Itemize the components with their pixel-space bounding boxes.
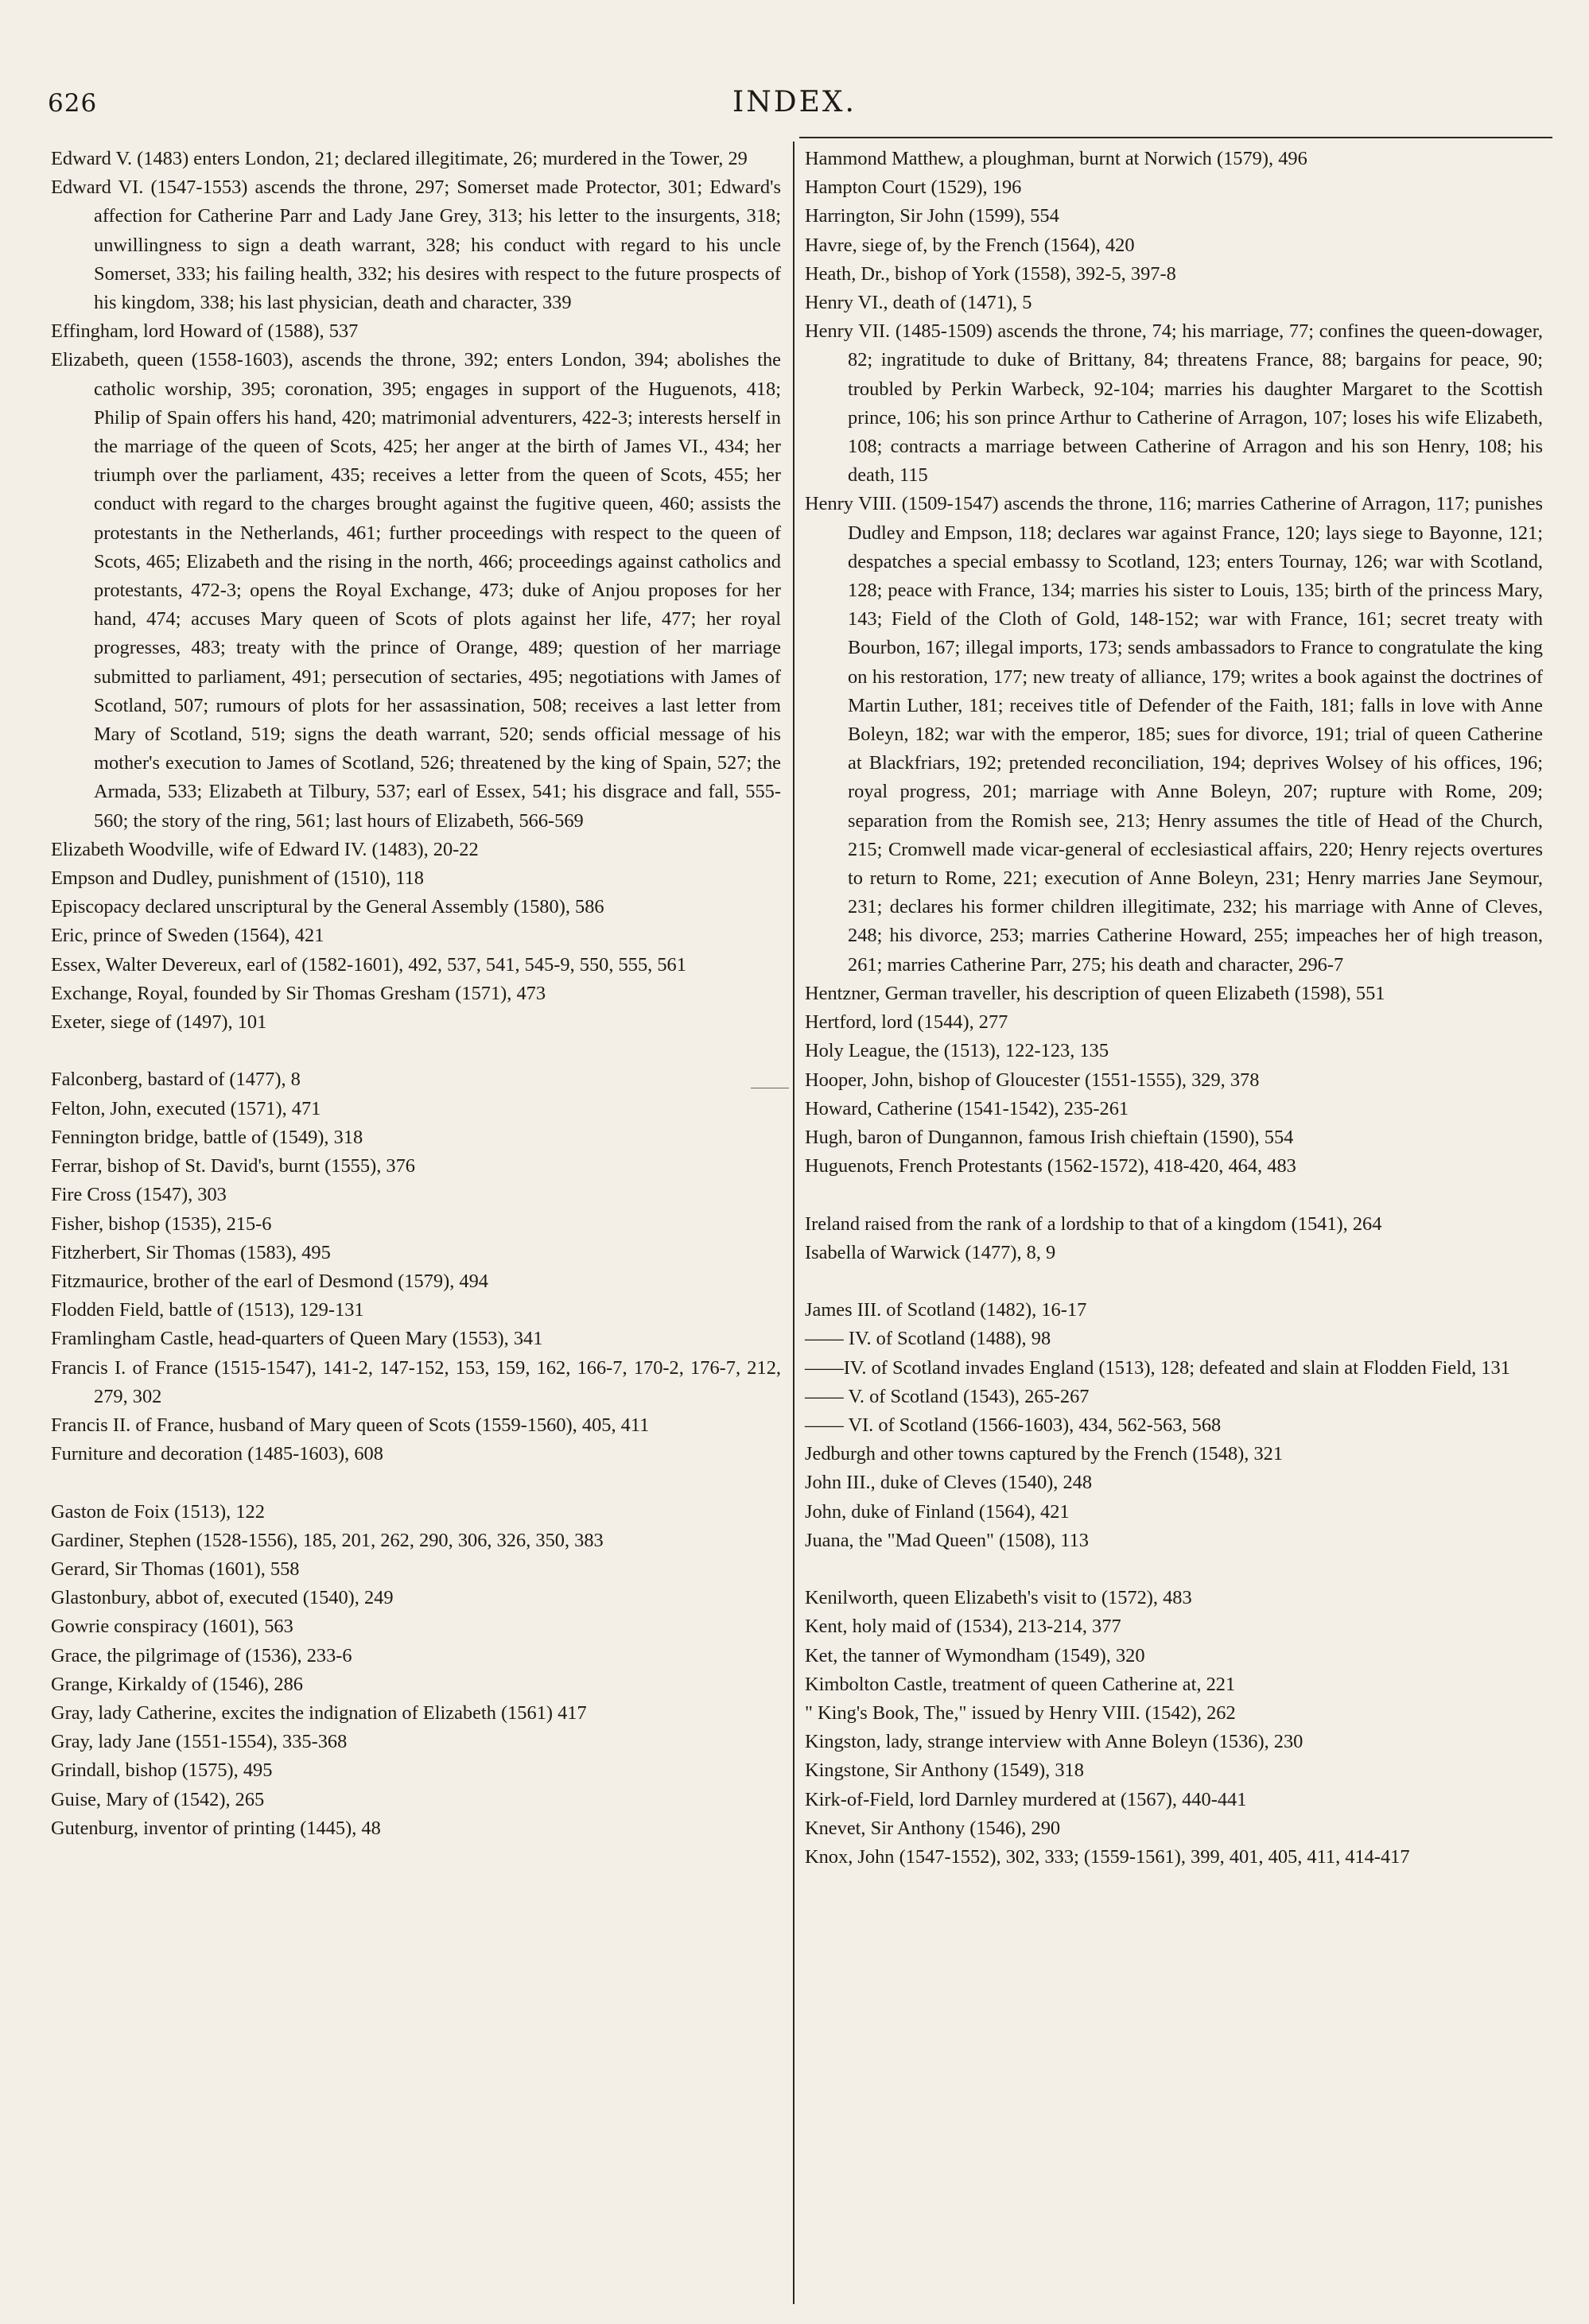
index-entry: Knox, John (1547-1552), 302, 333; (1559-1561), 399, 401, 405, 411, 414-417: [805, 1845, 1410, 1868]
index-entry: Effingham, lord Howard of (1588), 537: [51, 320, 359, 343]
index-entry: Falconberg, bastard of (1477), 8: [51, 1069, 301, 1091]
left-column: [51, 145, 781, 1843]
index-entry: Gutenburg, inventor of printing (1445), 48: [51, 1817, 381, 1839]
section-gap: [805, 1181, 1543, 1209]
index-entry: Fitzmaurice, brother of the earl of Desmond (1579), 494: [51, 1270, 488, 1292]
index-entry: —— VI. of Scotland (1566-1603), 434, 562-563, 568: [805, 1414, 1222, 1436]
right-column: [805, 145, 1543, 1872]
index-entry: Gray, lady Jane (1551-1554), 335-368: [51, 1731, 348, 1753]
index-entry: Kenilworth, queen Elizabeth's visit to (1572), 483: [805, 1587, 1192, 1609]
index-entry: Henry VII. (1485-1509) ascends the throne, 74; his marriage, 77; confines the queen-dowager, 82; ingratitude to duke of Brittany, 84; threatens France, 88; bargains for peace, 90; troubled by Perkin Warbeck, 92-104; marries his daughter Margaret to the Scottish prince, 106; his son prince Arthur to Catherine of Arragon, 107; loses his wife Elizabeth, 108; contracts a marriage between Catherine of Arragon and his son Henry, 108; his death, 115: [805, 320, 1543, 487]
index-entry: Flodden Field, battle of (1513), 129-131: [51, 1299, 364, 1321]
index-entry: Kingstone, Sir Anthony (1549), 318: [805, 1759, 1084, 1782]
index-entry: —— IV. of Scotland (1488), 98: [805, 1328, 1051, 1350]
index-entry: " King's Book, The," issued by Henry VIII. (1542), 262: [805, 1701, 1236, 1724]
index-entry: Fitzherbert, Sir Thomas (1583), 495: [51, 1241, 331, 1263]
index-entry: Ferrar, bishop of St. David's, burnt (1555), 376: [51, 1155, 415, 1178]
index-entry: Knevet, Sir Anthony (1546), 290: [805, 1817, 1061, 1839]
index-entry: Gardiner, Stephen (1528-1556), 185, 201, 262, 290, 306, 326, 350, 383: [51, 1529, 604, 1551]
index-entry: ——IV. of Scotland invades England (1513), 128; defeated and slain at Flodden Field, 131: [805, 1356, 1510, 1379]
index-entry: Elizabeth, queen (1558-1603), ascends the throne, 392; enters London, 394; abolishes the catholic worship, 395; coronation, 395; engages in support of the Huguenots, 418; Philip of Spain offers his hand, 420; matrimonial adventurers, 422-3; interests herself in the marriage of the queen of Scots, 425; her anger at the birth of James VI., 434; her triumph over the parliament, 435; receives a letter from the queen of Scots, 455; her conduct with regard to the charges brought against the fugitive queen, 460; assists the protestants in the Netherlands, 461; further proceedings with respect to the queen of Scots, 465; Elizabeth and the rising in the north, 466; proceedings against catholics and protestants, 472-3; opens the Royal Exchange, 473; duke of Anjou proposes for her hand, 474; accuses Mary queen of Scots of plots against her life, 477; her royal progresses, 483; treaty with the prince of Orange, 489; question of her marriage submitted to parliament, 491; persecution of sectaries, 495; negotiations with James of Scotland, 507; rumours of plots for her assassination, 508; receives a last letter from Mary of Scotland, 519; signs the death warrant, 520; sends official message of his mother's execution to James of Scotland, 526; threatened by the king of Spain, 527; the Armada, 533; Elizabeth at Tilbury, 537; earl of Essex, 541; his disgrace and fall, 555-560; the story of the ring, 561; last hours of Elizabeth, 566-569: [51, 349, 781, 832]
index-entry: James III. of Scotland (1482), 16-17: [805, 1299, 1087, 1321]
index-entry: Exchange, Royal, founded by Sir Thomas Gresham (1571), 473: [51, 982, 546, 1004]
index-entry: Hampton Court (1529), 196: [805, 177, 1022, 199]
index-entry: Gerard, Sir Thomas (1601), 558: [51, 1558, 300, 1580]
page-title: INDEX.: [732, 86, 857, 118]
index-entry: Hugh, baron of Dungannon, famous Irish chieftain (1590), 554: [805, 1126, 1294, 1148]
index-entry: Francis II. of France, husband of Mary queen of Scots (1559-1560), 405, 411: [51, 1414, 650, 1436]
index-entry: Elizabeth Woodville, wife of Edward IV. (1483), 20-22: [51, 838, 479, 860]
index-entry: Guise, Mary of (1542), 265: [51, 1788, 265, 1810]
index-entry: Felton, John, executed (1571), 471: [51, 1097, 321, 1119]
index-entry: Gaston de Foix (1513), 122: [51, 1500, 265, 1523]
index-entry: Jedburgh and other towns captured by the French (1548), 321: [805, 1443, 1284, 1465]
index-entry: Kent, holy maid of (1534), 213-214, 377: [805, 1616, 1121, 1638]
section-gap: [51, 1469, 781, 1497]
index-entry: Ireland raised from the rank of a lordship to that of a kingdom (1541), 264: [805, 1212, 1382, 1235]
index-entry: Edward V. (1483) enters London, 21; declared illegitimate, 26; murdered in the Tower, 29: [51, 148, 748, 169]
index-entry: Henry VI., death of (1471), 5: [805, 292, 1032, 314]
index-entry: Huguenots, French Protestants (1562-1572), 418-420, 464, 483: [805, 1155, 1296, 1178]
index-entry: Edward VI. (1547-1553) ascends the throne, 297; Somerset made Protector, 301; Edward's affection for Catherine Parr and Lady Jane Grey, 313; his letter to the insurgents, 318; unwillingness to sign a death warrant, 328; his conduct with regard to his uncle Somerset, 333; his failing health, 332; his desires with respect to the future prospects of his kingdom, 338; his last physician, death and character, 339: [51, 177, 781, 314]
index-entry: Eric, prince of Sweden (1564), 421: [51, 925, 324, 947]
index-entry: Havre, siege of, by the French (1564), 420: [805, 234, 1135, 256]
index-entry: Fisher, bishop (1535), 215-6: [51, 1212, 272, 1235]
index-entry: Grange, Kirkaldy of (1546), 286: [51, 1673, 303, 1695]
index-entry: Empson and Dudley, punishment of (1510), 118: [51, 867, 425, 890]
index-entry: Framlingham Castle, head-quarters of Queen Mary (1553), 341: [51, 1328, 543, 1350]
section-gap: [805, 1555, 1543, 1584]
index-entry: Holy League, the (1513), 122-123, 135: [805, 1040, 1109, 1062]
index-entry: Gowrie conspiracy (1601), 563: [51, 1616, 293, 1638]
index-entry: Hooper, John, bishop of Gloucester (1551-1555), 329, 378: [805, 1069, 1260, 1091]
index-entry: Fennington bridge, battle of (1549), 318: [51, 1126, 363, 1148]
index-entry: Heath, Dr., bishop of York (1558), 392-5, 397-8: [805, 262, 1176, 285]
column-divider: [793, 142, 794, 2304]
index-entry: Isabella of Warwick (1477), 8, 9: [805, 1241, 1056, 1263]
index-entry: Harrington, Sir John (1599), 554: [805, 205, 1059, 227]
index-entry: Grindall, bishop (1575), 495: [51, 1759, 273, 1782]
index-entry: Glastonbury, abbot of, executed (1540), 249: [51, 1587, 394, 1609]
index-entry: Francis I. of France (1515-1547), 141-2, 147-152, 153, 159, 162, 166-7, 170-2, 176-7, 212, 279, 302: [51, 1356, 781, 1407]
index-entry: Fire Cross (1547), 303: [51, 1184, 227, 1206]
index-entry: Kingston, lady, strange interview with Anne Boleyn (1536), 230: [805, 1731, 1303, 1753]
index-entry: Howard, Catherine (1541-1542), 235-261: [805, 1097, 1129, 1119]
index-entry: Furniture and decoration (1485-1603), 608: [51, 1443, 383, 1465]
index-entry: Grace, the pilgrimage of (1536), 233-6: [51, 1644, 352, 1666]
index-entry: Essex, Walter Devereux, earl of (1582-1601), 492, 537, 541, 545-9, 550, 555, 561: [51, 953, 686, 976]
section-gap: [51, 1037, 781, 1065]
index-entry: Kimbolton Castle, treatment of queen Catherine at, 221: [805, 1673, 1236, 1695]
index-entry: Hentzner, German traveller, his description of queen Elizabeth (1598), 551: [805, 982, 1385, 1004]
index-entry: Exeter, siege of (1497), 101: [51, 1011, 267, 1034]
index-entry: Hertford, lord (1544), 277: [805, 1011, 1008, 1034]
index-entry: Juana, the "Mad Queen" (1508), 113: [805, 1529, 1089, 1551]
index-entry: John III., duke of Cleves (1540), 248: [805, 1472, 1093, 1494]
index-entry: Ket, the tanner of Wymondham (1549), 320: [805, 1644, 1145, 1666]
index-entry: John, duke of Finland (1564), 421: [805, 1500, 1070, 1523]
index-entry: Kirk-of-Field, lord Darnley murdered at (1567), 440-441: [805, 1788, 1247, 1810]
header-rule: [799, 137, 1552, 138]
index-entry: —— V. of Scotland (1543), 265-267: [805, 1385, 1090, 1407]
index-entry: Gray, lady Catherine, excites the indignation of Elizabeth (1561) 417: [51, 1701, 587, 1724]
section-gap: [805, 1267, 1543, 1296]
page-number: 626: [48, 89, 98, 118]
index-entry: Episcopacy declared unscriptural by the General Assembly (1580), 586: [51, 896, 604, 918]
index-entry: Henry VIII. (1509-1547) ascends the throne, 116; marries Catherine of Arragon, 117; punishes Dudley and Empson, 118; declares war against France, 120; lays siege to Bayonne, 121; despatches a special embassy to Scotland, 123; enters Tournay, 126; war with Scotland, 128; peace with France, 134; marries his sister to Louis, 135; birth of the princess Mary, 143; Field of the Cloth of Gold, 148-152; war with France, 161; secret treaty with Bourbon, 167; illegal imports, 173; sends ambassadors to France to congratulate the king on his restoration, 177; new treaty of alliance, 179; writes a book against the doctrines of Martin Luther, 181; receives title of Defender of the Faith, 181; falls in love with Anne Boleyn, 182; war with the emperor, 185; sues for divorce, 191; trial of queen Catherine at Blackfriars, 192; pretended reconciliation, 194; deprives Wolsey of his offices, 196; royal progress, 201; marriage with Anne Boleyn, 207; rupture with Rome, 209; separation from the Romish see, 213; Henry assumes the title of Head of the Church, 215; Cromwell made vicar-general of ecclesiastical affairs, 220; Henry rejects overtures to return to Rome, 221; execution of Anne Boleyn, 231; Henry marries Jane Seymour, 231; declares his former children illegitimate, 232; his marriage with Anne of Cleves, 248; his divorce, 253; marries Catherine Howard, 255; impeaches her of high treason, 261; marries Catherine Parr, 275; his death and character, 296-7: [805, 493, 1543, 976]
index-entry: Hammond Matthew, a ploughman, burnt at Norwich (1579), 496: [805, 148, 1307, 169]
